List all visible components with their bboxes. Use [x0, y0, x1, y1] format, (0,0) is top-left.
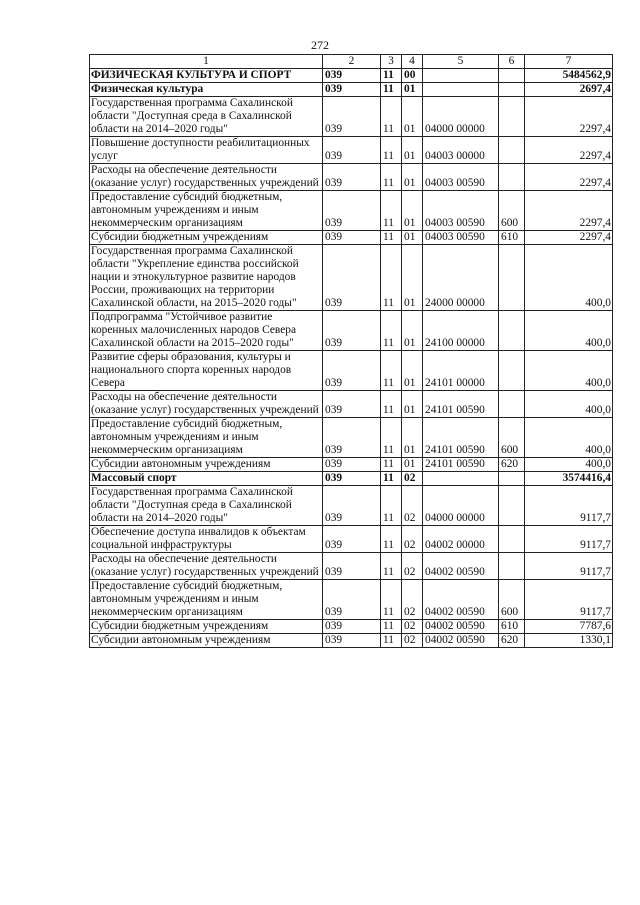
- amount-cell: 400,0: [525, 458, 613, 472]
- header-cell: 1: [90, 55, 323, 69]
- row-name-cell: ФИЗИЧЕСКАЯ КУЛЬТУРА И СПОРТ: [90, 69, 323, 83]
- budget-table: [89, 54, 613, 648]
- target-article-cell: 04002 00590: [423, 620, 499, 634]
- subsection-cell: 01: [402, 391, 423, 418]
- subsection-cell: 02: [402, 553, 423, 580]
- row-name-cell: Предоставление субсидий бюджетным, автономным учреждениям и иным некоммерческим организациям: [90, 418, 323, 458]
- subsection-cell: 01: [402, 351, 423, 391]
- ministry-code-cell: 039: [323, 69, 381, 83]
- ministry-code-cell: 039: [323, 164, 381, 191]
- row-name-cell: Предоставление субсидий бюджетным, автономным учреждениям и иным некоммерческим организациям: [90, 580, 323, 620]
- table-row: [90, 526, 613, 553]
- subsection-cell: 01: [402, 137, 423, 164]
- ministry-code-cell: 039: [323, 634, 381, 648]
- subsection-cell: 01: [402, 231, 423, 245]
- ministry-code-cell: 039: [323, 83, 381, 97]
- section-cell: 11: [381, 391, 402, 418]
- table-row: [90, 458, 613, 472]
- target-article-cell: 04000 00000: [423, 486, 499, 526]
- section-cell: 11: [381, 351, 402, 391]
- row-name-cell: Подпрограмма "Устойчивое развитие коренных малочисленных народов Севера Сахалинской области на 2015–2020 годы": [90, 311, 323, 351]
- row-name-cell: Субсидии автономным учреждениям: [90, 458, 323, 472]
- table-row: [90, 418, 613, 458]
- row-name-cell: Обеспечение доступа инвалидов к объектам социальной инфраструктуры: [90, 526, 323, 553]
- amount-cell: 9117,7: [525, 526, 613, 553]
- amount-cell: 9117,7: [525, 553, 613, 580]
- table-row: [90, 553, 613, 580]
- target-article-cell: 24101 00590: [423, 391, 499, 418]
- subsection-cell: 02: [402, 634, 423, 648]
- expense-type-cell: 600: [499, 418, 525, 458]
- table-row: [90, 245, 613, 311]
- section-cell: 11: [381, 458, 402, 472]
- section-cell: 11: [381, 191, 402, 231]
- header-cell: 3: [381, 55, 402, 69]
- expense-type-cell: 620: [499, 634, 525, 648]
- expense-type-cell: [499, 83, 525, 97]
- ministry-code-cell: 039: [323, 97, 381, 137]
- header-cell: 7: [525, 55, 613, 69]
- table-row: [90, 580, 613, 620]
- amount-cell: 400,0: [525, 418, 613, 458]
- target-article-cell: [423, 69, 499, 83]
- row-name-cell: Повышение доступности реабилитационных услуг: [90, 137, 323, 164]
- subsection-cell: 01: [402, 245, 423, 311]
- target-article-cell: 24100 00000: [423, 311, 499, 351]
- section-cell: 11: [381, 83, 402, 97]
- target-article-cell: 24101 00000: [423, 351, 499, 391]
- section-cell: 11: [381, 620, 402, 634]
- ministry-code-cell: 039: [323, 391, 381, 418]
- row-name-cell: Физическая культура: [90, 83, 323, 97]
- section-cell: 11: [381, 231, 402, 245]
- row-name-cell: Расходы на обеспечение деятельности (оказание услуг) государственных учреждений: [90, 164, 323, 191]
- target-article-cell: 24000 00000: [423, 245, 499, 311]
- header-row: [90, 55, 613, 69]
- target-article-cell: 04000 00000: [423, 97, 499, 137]
- expense-type-cell: [499, 391, 525, 418]
- expense-type-cell: 600: [499, 191, 525, 231]
- subsection-cell: 02: [402, 526, 423, 553]
- table-row: [90, 69, 613, 83]
- target-article-cell: 24101 00590: [423, 418, 499, 458]
- ministry-code-cell: 039: [323, 191, 381, 231]
- ministry-code-cell: 039: [323, 526, 381, 553]
- row-name-cell: Государственная программа Сахалинской области "Укрепление единства российской нации и этнокультурное развитие народов России, проживающих на территории Сахалинской области, на 2015–2020 годы": [90, 245, 323, 311]
- expense-type-cell: [499, 97, 525, 137]
- subsection-cell: 01: [402, 458, 423, 472]
- expense-type-cell: [499, 526, 525, 553]
- row-name-cell: Субсидии бюджетным учреждениям: [90, 231, 323, 245]
- table-row: [90, 634, 613, 648]
- section-cell: 11: [381, 486, 402, 526]
- ministry-code-cell: 039: [323, 231, 381, 245]
- amount-cell: 3574416,4: [525, 472, 613, 486]
- subsection-cell: 02: [402, 472, 423, 486]
- ministry-code-cell: 039: [323, 418, 381, 458]
- amount-cell: 400,0: [525, 311, 613, 351]
- row-name-cell: Расходы на обеспечение деятельности (оказание услуг) государственных учреждений: [90, 553, 323, 580]
- expense-type-cell: 610: [499, 231, 525, 245]
- expense-type-cell: [499, 245, 525, 311]
- amount-cell: 9117,7: [525, 486, 613, 526]
- ministry-code-cell: 039: [323, 351, 381, 391]
- table-row: [90, 391, 613, 418]
- expense-type-cell: 610: [499, 620, 525, 634]
- expense-type-cell: 600: [499, 580, 525, 620]
- subsection-cell: 01: [402, 311, 423, 351]
- table-row: [90, 137, 613, 164]
- target-article-cell: 04003 00000: [423, 137, 499, 164]
- row-name-cell: Государственная программа Сахалинской области "Доступная среда в Сахалинской области на 2014–2020 годы": [90, 97, 323, 137]
- table-row: [90, 351, 613, 391]
- ministry-code-cell: 039: [323, 137, 381, 164]
- subsection-cell: 01: [402, 97, 423, 137]
- row-name-cell: Развитие сферы образования, культуры и национального спорта коренных народов Севера: [90, 351, 323, 391]
- section-cell: 11: [381, 69, 402, 83]
- target-article-cell: 04003 00590: [423, 191, 499, 231]
- target-article-cell: 04002 00590: [423, 634, 499, 648]
- section-cell: 11: [381, 472, 402, 486]
- row-name-cell: Субсидии бюджетным учреждениям: [90, 620, 323, 634]
- amount-cell: 2297,4: [525, 164, 613, 191]
- table-row: [90, 311, 613, 351]
- target-article-cell: 04002 00590: [423, 580, 499, 620]
- table-row: [90, 472, 613, 486]
- expense-type-cell: [499, 69, 525, 83]
- ministry-code-cell: 039: [323, 472, 381, 486]
- row-name-cell: Массовый спорт: [90, 472, 323, 486]
- ministry-code-cell: 039: [323, 458, 381, 472]
- table-row: [90, 486, 613, 526]
- amount-cell: 2297,4: [525, 231, 613, 245]
- header-cell: 2: [323, 55, 381, 69]
- amount-cell: 400,0: [525, 351, 613, 391]
- amount-cell: 2697,4: [525, 83, 613, 97]
- amount-cell: 2297,4: [525, 191, 613, 231]
- row-name-cell: Расходы на обеспечение деятельности (оказание услуг) государственных учреждений: [90, 391, 323, 418]
- table-row: [90, 83, 613, 97]
- ministry-code-cell: 039: [323, 620, 381, 634]
- section-cell: 11: [381, 553, 402, 580]
- amount-cell: 400,0: [525, 391, 613, 418]
- subsection-cell: 01: [402, 83, 423, 97]
- section-cell: 11: [381, 311, 402, 351]
- expense-type-cell: 620: [499, 458, 525, 472]
- section-cell: 11: [381, 245, 402, 311]
- target-article-cell: [423, 472, 499, 486]
- row-name-cell: Государственная программа Сахалинской области "Доступная среда в Сахалинской области на 2014–2020 годы": [90, 486, 323, 526]
- target-article-cell: 04003 00590: [423, 164, 499, 191]
- amount-cell: 5484562,9: [525, 69, 613, 83]
- section-cell: 11: [381, 164, 402, 191]
- header-cell: 6: [499, 55, 525, 69]
- page-number: 272: [311, 38, 329, 52]
- target-article-cell: 04002 00590: [423, 553, 499, 580]
- subsection-cell: 00: [402, 69, 423, 83]
- target-article-cell: [423, 83, 499, 97]
- ministry-code-cell: 039: [323, 486, 381, 526]
- amount-cell: 400,0: [525, 245, 613, 311]
- ministry-code-cell: 039: [323, 245, 381, 311]
- header-cell: 5: [423, 55, 499, 69]
- subsection-cell: 02: [402, 620, 423, 634]
- ministry-code-cell: 039: [323, 580, 381, 620]
- subsection-cell: 02: [402, 486, 423, 526]
- expense-type-cell: [499, 311, 525, 351]
- amount-cell: 2297,4: [525, 97, 613, 137]
- row-name-cell: Предоставление субсидий бюджетным, автономным учреждениям и иным некоммерческим организациям: [90, 191, 323, 231]
- expense-type-cell: [499, 472, 525, 486]
- subsection-cell: 01: [402, 418, 423, 458]
- table-row: [90, 620, 613, 634]
- section-cell: 11: [381, 580, 402, 620]
- target-article-cell: 04003 00590: [423, 231, 499, 245]
- expense-type-cell: [499, 553, 525, 580]
- section-cell: 11: [381, 97, 402, 137]
- expense-type-cell: [499, 137, 525, 164]
- subsection-cell: 01: [402, 164, 423, 191]
- section-cell: 11: [381, 418, 402, 458]
- section-cell: 11: [381, 526, 402, 553]
- subsection-cell: 02: [402, 580, 423, 620]
- amount-cell: 1330,1: [525, 634, 613, 648]
- target-article-cell: 24101 00590: [423, 458, 499, 472]
- table-row: [90, 164, 613, 191]
- subsection-cell: 01: [402, 191, 423, 231]
- table-row: [90, 231, 613, 245]
- amount-cell: 9117,7: [525, 580, 613, 620]
- ministry-code-cell: 039: [323, 311, 381, 351]
- expense-type-cell: [499, 351, 525, 391]
- header-cell: 4: [402, 55, 423, 69]
- expense-type-cell: [499, 164, 525, 191]
- row-name-cell: Субсидии автономным учреждениям: [90, 634, 323, 648]
- expense-type-cell: [499, 486, 525, 526]
- amount-cell: 7787,6: [525, 620, 613, 634]
- amount-cell: 2297,4: [525, 137, 613, 164]
- table-row: [90, 191, 613, 231]
- table-row: [90, 97, 613, 137]
- section-cell: 11: [381, 137, 402, 164]
- section-cell: 11: [381, 634, 402, 648]
- target-article-cell: 04002 00000: [423, 526, 499, 553]
- ministry-code-cell: 039: [323, 553, 381, 580]
